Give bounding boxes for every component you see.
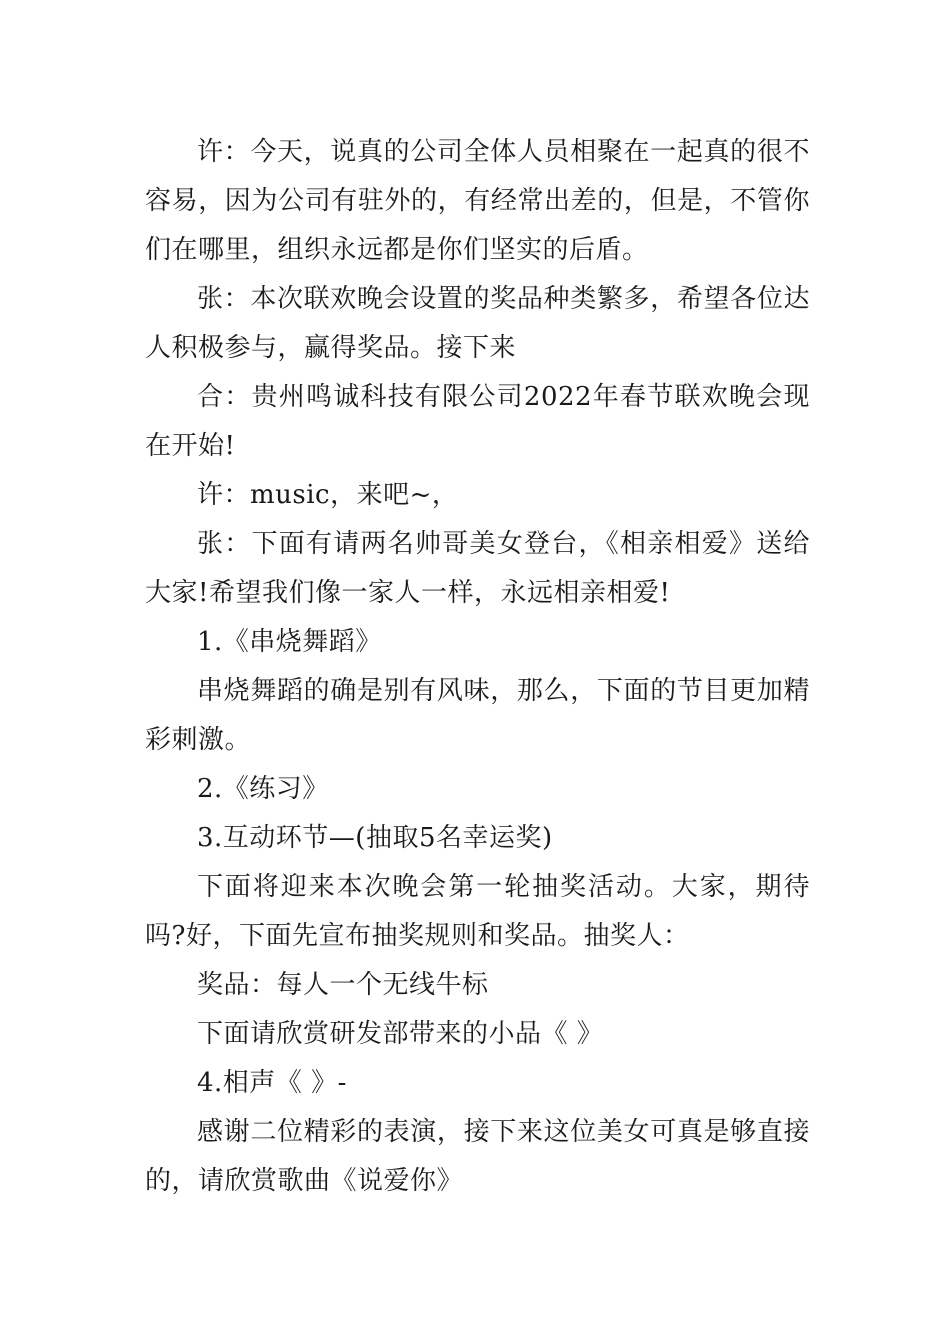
program-item-4: 4.相声《 》- [197, 1068, 347, 1098]
paragraph-3: 合：贵州鸣诚科技有限公司2022年春节联欢晚会现在开始! [145, 382, 810, 461]
program-item-3: 3.互动环节—(抽取5名幸运奖) [197, 823, 553, 853]
document-body [145, 128, 810, 1206]
paragraph-10: 下面将迎来本次晚会第一轮抽奖活动。大家，期待吗?好，下面先宣布抽奖规则和奖品。抽奖人： [145, 872, 810, 951]
paragraph-12: 下面请欣赏研发部带来的小品《 》 [197, 1019, 604, 1049]
paragraph-14: 感谢二位精彩的表演，接下来这位美女可真是够直接的，请欣赏歌曲《说爱你》 [145, 1117, 810, 1196]
paragraph-11: 奖品：每人一个无线牛标 [197, 970, 489, 1000]
paragraph-2: 张：本次联欢晚会设置的奖品种类繁多，希望各位达人积极参与，赢得奖品。接下来 [145, 284, 810, 363]
paragraph-7: 串烧舞蹈的确是别有风味，那么，下面的节目更加精彩刺激。 [145, 676, 810, 755]
paragraph-1: 许：今天，说真的公司全体人员相聚在一起真的很不容易，因为公司有驻外的，有经常出差的，但是，不管你们在哪里，组织永远都是你们坚实的后盾。 [145, 137, 810, 265]
paragraph-5: 张：下面有请两名帅哥美女登台，《相亲相爱》送给大家!希望我们像一家人一样，永远相亲相爱! [145, 529, 810, 608]
program-item-2: 2.《练习》 [197, 774, 329, 804]
program-item-1: 1.《串烧舞蹈》 [197, 627, 382, 657]
paragraph-4: 许：music，来吧~， [197, 480, 459, 510]
